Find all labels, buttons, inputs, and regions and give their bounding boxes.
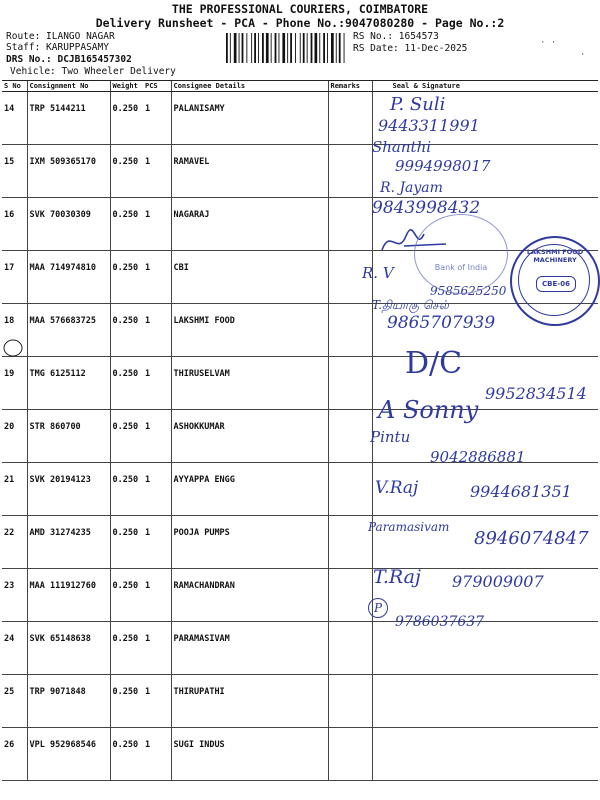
consignee-name: PALANISAMY xyxy=(171,92,328,145)
row-sno: 25 xyxy=(2,675,27,728)
runsheet-table xyxy=(2,80,598,781)
consignment-number: MAA 714974810 xyxy=(27,251,110,304)
row-sno: 22 xyxy=(2,516,27,569)
remarks-cell xyxy=(328,410,372,463)
remarks-cell xyxy=(328,463,372,516)
rs-number: RS No.: 1654573 xyxy=(353,31,439,42)
remarks-cell xyxy=(328,675,372,728)
row-sno: 14 xyxy=(2,92,27,145)
rs-date: RS Date: 11-Dec-2025 xyxy=(353,43,468,54)
row-pcs: 1 xyxy=(143,728,171,781)
barcode xyxy=(226,33,348,63)
drs-number: DRS No.: DCJB165457302 xyxy=(6,54,132,65)
document-title: THE PROFESSIONAL COURIERS, COIMBATORE xyxy=(171,2,429,16)
row-sno: 18 xyxy=(2,304,27,357)
consignee-name: POOJA PUMPS xyxy=(171,516,328,569)
remarks-cell xyxy=(328,357,372,410)
vehicle-label: Vehicle: Two Wheeler Delivery xyxy=(10,66,176,77)
row-weight: 0.250 xyxy=(110,622,143,675)
remarks-cell xyxy=(328,516,372,569)
row-sno: 20 xyxy=(2,410,27,463)
row-weight: 0.250 xyxy=(110,198,143,251)
signature-text: T.Raj xyxy=(373,566,421,588)
signature-text: D/C xyxy=(405,346,463,381)
consignee-name: SUGI INDUS xyxy=(171,728,328,781)
row-sno: 24 xyxy=(2,622,27,675)
signature-text: R. Jayam xyxy=(380,180,443,196)
row-pcs: 1 xyxy=(143,622,171,675)
signature-text: Shanthi xyxy=(372,138,432,156)
column-header-sno: S No xyxy=(2,81,27,92)
scan-speck: · · xyxy=(540,38,557,48)
circle-mark xyxy=(2,338,24,358)
consignment-number: STR 860700 xyxy=(27,410,110,463)
remarks-cell xyxy=(328,304,372,357)
row-weight: 0.250 xyxy=(110,357,143,410)
row-sno: 26 xyxy=(2,728,27,781)
row-weight: 0.250 xyxy=(110,728,143,781)
consignee-name: THIRUSELVAM xyxy=(171,357,328,410)
table-row xyxy=(2,304,598,357)
table-row xyxy=(2,92,598,145)
consignee-name: RAMAVEL xyxy=(171,145,328,198)
row-sno: 23 xyxy=(2,569,27,622)
company-seal-code: CBE-06 xyxy=(536,276,576,292)
row-weight: 0.250 xyxy=(110,92,143,145)
row-pcs: 1 xyxy=(143,463,171,516)
column-header-signature: Seal & Signature xyxy=(372,81,598,92)
bank-seal xyxy=(414,214,508,294)
consignment-number: SVK 70030309 xyxy=(27,198,110,251)
consignment-number: SVK 65148638 xyxy=(27,622,110,675)
row-weight: 0.250 xyxy=(110,675,143,728)
signature-text: P xyxy=(368,598,388,618)
consignment-number: SVK 20194123 xyxy=(27,463,110,516)
row-pcs: 1 xyxy=(143,198,171,251)
signature-cell xyxy=(372,728,598,781)
row-pcs: 1 xyxy=(143,92,171,145)
table-row xyxy=(2,675,598,728)
company-seal xyxy=(510,236,600,326)
signature-text: V.Raj xyxy=(375,478,419,498)
bank-seal-text: Bank of India xyxy=(434,263,488,272)
signature-text: T.தியாகு செல் xyxy=(372,298,449,312)
scan-speck: · xyxy=(580,50,586,60)
consignee-name: LAKSHMI FOOD xyxy=(171,304,328,357)
row-sno: 19 xyxy=(2,357,27,410)
table-row xyxy=(2,145,598,198)
remarks-cell xyxy=(328,728,372,781)
signature-phone: 9443311991 xyxy=(378,116,480,135)
table-row xyxy=(2,728,598,781)
column-header-consignee: Consignee Details xyxy=(171,81,328,92)
consignment-number: TRP 5144211 xyxy=(27,92,110,145)
signature-phone: 8946074847 xyxy=(474,528,589,549)
consignment-number: VPL 952968546 xyxy=(27,728,110,781)
signature-phone: 9994998017 xyxy=(395,157,491,175)
signature-text: R. V xyxy=(362,264,394,282)
row-sno: 17 xyxy=(2,251,27,304)
company-seal-text: LAKSHMI FOOD MACHINERY xyxy=(526,248,584,264)
row-weight: 0.250 xyxy=(110,569,143,622)
signature-text: P. Suli xyxy=(390,94,446,115)
signature-phone: 9944681351 xyxy=(470,482,572,501)
consignee-name: NAGARAJ xyxy=(171,198,328,251)
row-sno: 15 xyxy=(2,145,27,198)
document-subtitle: Delivery Runsheet - PCA - Phone No.:9047080280 - Page No.:2 xyxy=(95,16,505,30)
table-header-row xyxy=(2,81,598,92)
row-weight: 0.250 xyxy=(110,463,143,516)
row-weight: 0.250 xyxy=(110,145,143,198)
row-pcs: 1 xyxy=(143,675,171,728)
row-sno: 21 xyxy=(2,463,27,516)
consignee-name: PARAMASIVAM xyxy=(171,622,328,675)
signature-cell xyxy=(372,675,598,728)
remarks-cell xyxy=(328,622,372,675)
row-weight: 0.250 xyxy=(110,410,143,463)
consignment-number: AMD 31274235 xyxy=(27,516,110,569)
row-weight: 0.250 xyxy=(110,251,143,304)
remarks-cell xyxy=(328,145,372,198)
consignee-name: THIRUPATHI xyxy=(171,675,328,728)
consignee-name: CBI xyxy=(171,251,328,304)
signature-phone: 9042886881 xyxy=(430,448,526,466)
signature-text: Pintu xyxy=(370,428,411,446)
table-row xyxy=(2,622,598,675)
consignment-number: IXM 509365170 xyxy=(27,145,110,198)
signature-phone: 9786037637 xyxy=(395,614,485,630)
signature-phone: 979009007 xyxy=(452,572,544,591)
row-pcs: 1 xyxy=(143,145,171,198)
signature-text: Paramasivam xyxy=(368,520,450,534)
column-header-weight: Weight xyxy=(110,81,143,92)
row-weight: 0.250 xyxy=(110,516,143,569)
column-header-remarks: Remarks xyxy=(328,81,372,92)
row-weight: 0.250 xyxy=(110,304,143,357)
consignment-number: TMG 6125112 xyxy=(27,357,110,410)
remarks-cell xyxy=(328,92,372,145)
signature-phone: 9843998432 xyxy=(372,198,481,218)
row-pcs: 1 xyxy=(143,410,171,463)
remarks-cell xyxy=(328,569,372,622)
consignee-name: ASHOKKUMAR xyxy=(171,410,328,463)
remarks-cell xyxy=(328,198,372,251)
row-pcs: 1 xyxy=(143,304,171,357)
table-row xyxy=(2,251,598,304)
consignee-name: AYYAPPA ENGG xyxy=(171,463,328,516)
row-sno: 16 xyxy=(2,198,27,251)
row-pcs: 1 xyxy=(143,357,171,410)
consignee-name: RAMACHANDRAN xyxy=(171,569,328,622)
route-label: Route: ILANGO NAGAR xyxy=(6,31,115,42)
consignment-number: MAA 576683725 xyxy=(27,304,110,357)
signature-text: A Sonny xyxy=(378,396,479,424)
consignment-number: TRP 9071848 xyxy=(27,675,110,728)
row-pcs: 1 xyxy=(143,569,171,622)
row-pcs: 1 xyxy=(143,251,171,304)
signature-phone: 9585625250 xyxy=(430,284,507,298)
signature-phone: 9865707939 xyxy=(387,313,496,333)
table-row xyxy=(2,198,598,251)
column-header-pcs: PCS xyxy=(143,81,171,92)
column-header-consignment: Consignment No xyxy=(27,81,110,92)
signature-phone: 9952834514 xyxy=(485,384,587,403)
staff-label: Staff: KARUPPASAMY xyxy=(6,42,109,53)
row-pcs: 1 xyxy=(143,516,171,569)
consignment-number: MAA 111912760 xyxy=(27,569,110,622)
